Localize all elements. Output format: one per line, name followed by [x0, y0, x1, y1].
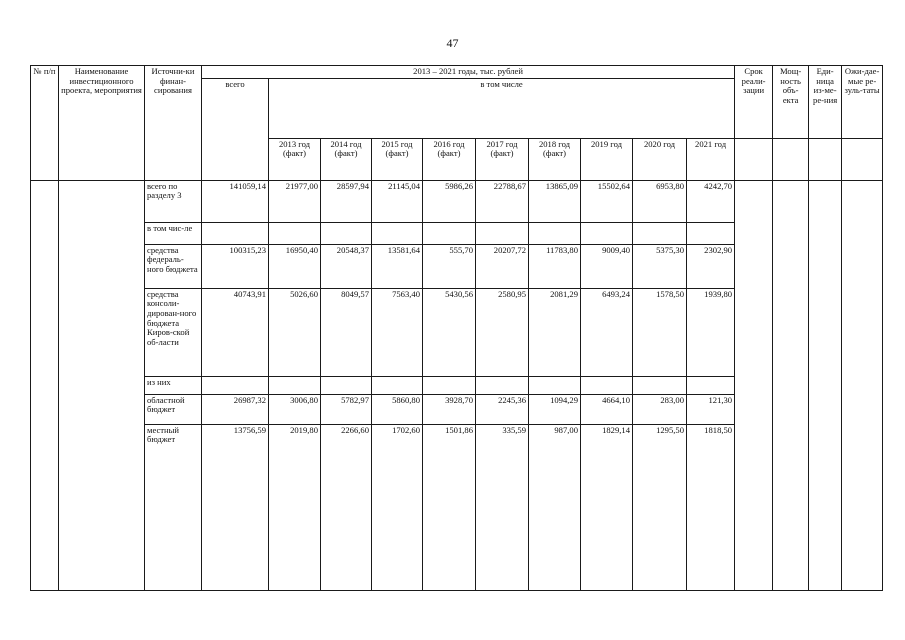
page-number: 47	[446, 36, 459, 50]
investment-table	[30, 65, 883, 591]
total-cell	[202, 222, 269, 244]
value-cell: 16950,40	[269, 244, 321, 288]
total-cell: 40743,91	[202, 288, 269, 376]
value-cell: 283,00	[633, 394, 687, 424]
value-cell: 1939,80	[687, 288, 735, 376]
header-year-2013: 2013 год (факт)	[269, 138, 321, 180]
header-year-2019: 2019 год	[581, 138, 633, 180]
total-cell: 13756,59	[202, 424, 269, 590]
value-cell: 121,30	[687, 394, 735, 424]
value-cell	[372, 376, 423, 394]
value-cell	[321, 222, 372, 244]
value-cell: 3006,80	[269, 394, 321, 424]
header-expected: Ожи-дае-мые ре-зуль-таты	[842, 66, 883, 139]
value-cell	[321, 376, 372, 394]
value-cell	[269, 376, 321, 394]
header-term: Срок реали-зации	[735, 66, 773, 139]
header-no: № п/п	[31, 66, 59, 181]
header-year-2016: 2016 год (факт)	[423, 138, 476, 180]
value-cell: 555,70	[423, 244, 476, 288]
value-cell: 3928,70	[423, 394, 476, 424]
value-cell: 1295,50	[633, 424, 687, 590]
value-cell	[687, 222, 735, 244]
value-cell: 20207,72	[476, 244, 529, 288]
value-cell: 15502,64	[581, 180, 633, 222]
header-year-2015: 2015 год (факт)	[372, 138, 423, 180]
value-cell: 22788,67	[476, 180, 529, 222]
value-cell	[687, 376, 735, 394]
unit-blank	[809, 138, 842, 180]
term-blank	[735, 138, 773, 180]
value-cell	[476, 376, 529, 394]
total-cell	[202, 376, 269, 394]
capacity-blank	[773, 138, 809, 180]
value-cell	[529, 222, 581, 244]
value-cell	[581, 376, 633, 394]
value-cell: 5860,80	[372, 394, 423, 424]
source-cell: областной бюджет	[145, 394, 202, 424]
header-name: Наименование инвестиционного проекта, мероприятия	[59, 66, 145, 181]
cell-term	[735, 180, 773, 590]
value-cell: 2019,80	[269, 424, 321, 590]
expected-blank	[842, 138, 883, 180]
header-source: Источни-ки финан-сирования	[145, 66, 202, 181]
header-total: всего	[202, 78, 269, 180]
table-row	[31, 180, 883, 222]
value-cell: 9009,40	[581, 244, 633, 288]
value-cell: 4242,70	[687, 180, 735, 222]
value-cell: 1578,50	[633, 288, 687, 376]
value-cell: 5782,97	[321, 394, 372, 424]
source-cell: средства федераль-ного бюджета	[145, 244, 202, 288]
header-year-2021: 2021 год	[687, 138, 735, 180]
cell-no	[31, 180, 59, 590]
value-cell: 1818,50	[687, 424, 735, 590]
value-cell: 987,00	[529, 424, 581, 590]
value-cell: 2245,36	[476, 394, 529, 424]
value-cell: 5986,26	[423, 180, 476, 222]
value-cell: 6953,80	[633, 180, 687, 222]
value-cell	[423, 222, 476, 244]
value-cell	[423, 376, 476, 394]
value-cell: 28597,94	[321, 180, 372, 222]
header-period: 2013 – 2021 годы, тыс. рублей	[202, 66, 735, 79]
value-cell: 1094,29	[529, 394, 581, 424]
total-cell: 100315,23	[202, 244, 269, 288]
value-cell: 21977,00	[269, 180, 321, 222]
cell-capacity	[773, 180, 809, 590]
value-cell: 13865,09	[529, 180, 581, 222]
value-cell	[633, 376, 687, 394]
header-year-2014: 2014 год (факт)	[321, 138, 372, 180]
value-cell	[476, 222, 529, 244]
value-cell: 1829,14	[581, 424, 633, 590]
value-cell: 2081,29	[529, 288, 581, 376]
value-cell: 2302,90	[687, 244, 735, 288]
source-cell: всего по разделу 3	[145, 180, 202, 222]
cell-unit	[809, 180, 842, 590]
value-cell: 11783,80	[529, 244, 581, 288]
value-cell: 1702,60	[372, 424, 423, 590]
value-cell: 6493,24	[581, 288, 633, 376]
value-cell: 5026,60	[269, 288, 321, 376]
source-cell: местный бюджет	[145, 424, 202, 590]
cell-expected	[842, 180, 883, 590]
header-year-2018: 2018 год (факт)	[529, 138, 581, 180]
value-cell: 1501,86	[423, 424, 476, 590]
value-cell: 21145,04	[372, 180, 423, 222]
header-year-2020: 2020 год	[633, 138, 687, 180]
value-cell: 5430,56	[423, 288, 476, 376]
source-cell: средства консоли-дирован-ного бюджета Киров-ской об-ласти	[145, 288, 202, 376]
value-cell: 335,59	[476, 424, 529, 590]
value-cell	[633, 222, 687, 244]
header-year-2017: 2017 год (факт)	[476, 138, 529, 180]
total-cell: 141059,14	[202, 180, 269, 222]
cell-name	[59, 180, 145, 590]
header-including: в том числе	[269, 78, 735, 138]
source-cell: в том чис-ле	[145, 222, 202, 244]
value-cell	[529, 376, 581, 394]
value-cell: 7563,40	[372, 288, 423, 376]
value-cell: 5375,30	[633, 244, 687, 288]
value-cell: 13581,64	[372, 244, 423, 288]
value-cell	[269, 222, 321, 244]
value-cell	[581, 222, 633, 244]
header-capacity: Мощ-ность объ-екта	[773, 66, 809, 139]
value-cell: 20548,37	[321, 244, 372, 288]
value-cell: 4664,10	[581, 394, 633, 424]
value-cell: 2266,60	[321, 424, 372, 590]
value-cell	[372, 222, 423, 244]
source-cell: из них	[145, 376, 202, 394]
value-cell: 8049,57	[321, 288, 372, 376]
total-cell: 26987,32	[202, 394, 269, 424]
header-unit: Еди-ница из-ме-ре-ния	[809, 66, 842, 139]
value-cell: 2580,95	[476, 288, 529, 376]
